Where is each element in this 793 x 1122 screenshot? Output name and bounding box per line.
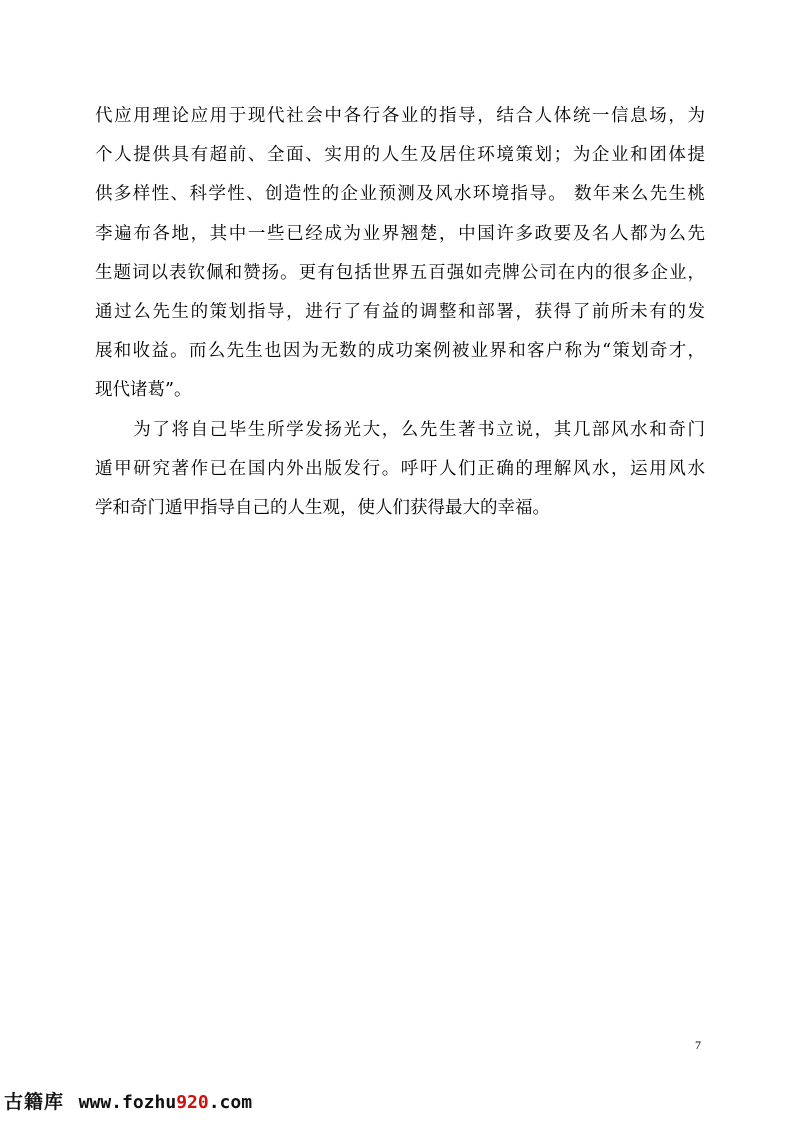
watermark-url-prefix: www.fozhu: [78, 1092, 177, 1113]
page-number: 7: [695, 1038, 701, 1052]
text-line: 现代诸葛”。: [95, 380, 192, 401]
text-line: 李遍布各地，其中一些已经成为业界翘楚，中国许多政要及名人都为么先: [95, 223, 705, 244]
text-line: 生题词以表钦佩和赞扬。更有包括世界五百强如壳牌公司在内的很多企业，: [95, 262, 705, 283]
text-line: 为了将自己毕生所学发扬光大，么先生著书立说，其几部风水和奇门: [95, 419, 705, 440]
body-text: [95, 97, 705, 528]
watermark-url: [79, 1092, 252, 1113]
text-line: 学和奇门遁甲指导自己的人生观，使人们获得最大的幸福。: [95, 497, 550, 518]
watermark-name: 古籍库: [4, 1091, 65, 1113]
text-line: 代应用理论应用于现代社会中各行各业的指导，结合人体统一信息场，为: [95, 106, 705, 126]
text-line: 个人提供具有超前、全面、实用的人生及居住环境策划；为企业和团体提: [95, 145, 705, 166]
watermark-url-suffix: .com: [208, 1092, 253, 1113]
watermark-url-number: 920: [176, 1092, 209, 1113]
text-line: 遁甲研究著作已在国内外出版发行。呼吁人们正确的理解风水，运用风水: [95, 458, 705, 479]
text-line: 供多样性、科学性、创造性的企业预测及风水环境指导。 数年来么先生桃: [95, 184, 705, 205]
text-line: 通过么先生的策划指导，进行了有益的调整和部署，获得了前所未有的发: [95, 301, 705, 322]
text-line: 展和收益。而么先生也因为无数的成功案例被业界和客户称为“策划奇才，: [95, 341, 705, 362]
watermark: [4, 1084, 252, 1120]
